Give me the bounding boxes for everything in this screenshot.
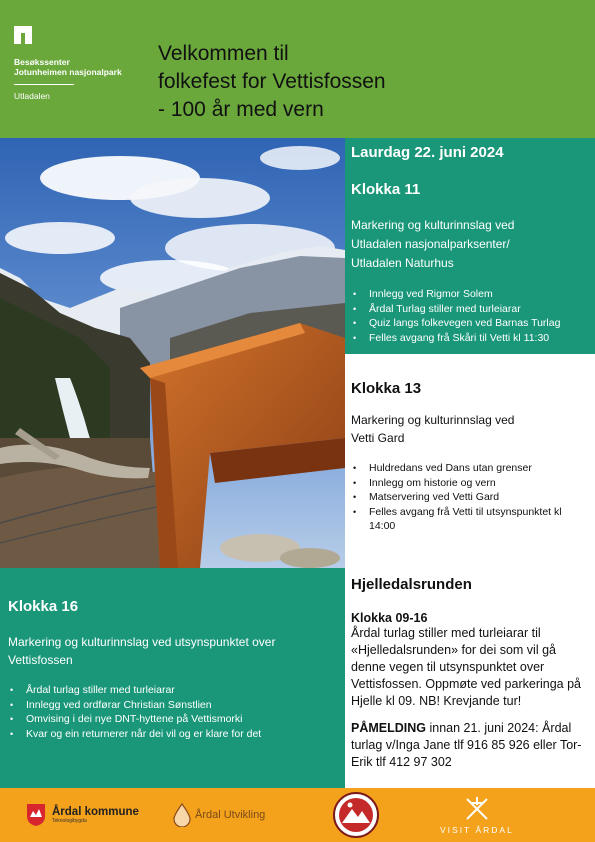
list-item: • Felles avgang frå Skåri til Vetti kl 11:30	[351, 331, 589, 346]
klokka-13-desc-line: Markering og kulturinnslag ved	[351, 413, 515, 427]
klokka-11-desc-line: Markering og kulturinnslag ved	[351, 218, 515, 232]
logo-line-1: Besøkssenter	[14, 57, 70, 67]
list-item: • Matservering ved Vetti Gard	[351, 490, 589, 505]
title-line-2: folkefest for Vettisfossen	[158, 70, 386, 93]
list-item: • Innlegg ved ordførar Christian Sønstlien	[8, 698, 337, 713]
hjelledalsrunden-panel	[345, 568, 595, 788]
hjelledalsrunden-heading: Hjelledalsrunden	[351, 576, 472, 593]
ardal-turlag-logo	[332, 788, 380, 842]
kommune-name: Årdal kommune	[52, 805, 139, 818]
visit-ardal-logo	[440, 788, 514, 842]
besokssenter-logo	[14, 26, 144, 101]
list-item: • Innlegg om historie og vern	[351, 476, 589, 491]
sponsor-footer	[0, 788, 595, 842]
klokka-11-description	[351, 216, 589, 273]
title-line-3: - 100 år med vern	[158, 98, 324, 121]
kommune-shield-icon	[26, 803, 46, 827]
klokka-11-list	[351, 287, 589, 345]
ardal-kommune-logo	[26, 788, 139, 842]
klokka-16-description	[8, 633, 337, 669]
nasjonalpark-mark-icon	[14, 26, 32, 44]
registration-label: PÅMELDING	[351, 721, 426, 735]
list-item: • Huldredans ved Dans utan grenser	[351, 461, 589, 476]
ardal-utvikling-logo	[173, 788, 265, 842]
klokka-13-desc-line: Vetti Gard	[351, 431, 405, 445]
klokka-16-heading: Klokka 16	[8, 598, 79, 615]
page-title	[158, 40, 578, 124]
visit-ardal-mark-icon	[463, 795, 491, 823]
logo-divider	[14, 84, 74, 85]
klokka-11-desc-line: Utladalen nasjonalparksenter/	[351, 237, 510, 251]
utvikling-name: Årdal Utvikling	[195, 809, 266, 821]
klokka-11-heading: Klokka 11	[351, 181, 421, 198]
registration-info	[351, 720, 589, 771]
schedule-panel-klokka-11	[345, 138, 595, 354]
logo-line-2: Jotunheimen nasjonalpark	[14, 67, 122, 77]
klokka-16-desc-line: Vettisfossen	[8, 653, 73, 667]
klokka-13-heading: Klokka 13	[351, 380, 422, 397]
hjelledalsrunden-time: Klokka 09-16	[351, 611, 428, 625]
visit-ardal-name: VISIT ÅRDAL	[440, 825, 514, 835]
klokka-11-desc-line: Utladalen Naturhus	[351, 256, 454, 270]
kommune-text	[52, 806, 139, 825]
list-item: • Quiz langs folkevegen ved Barnas Turlag	[351, 316, 589, 331]
klokka-13-description	[351, 411, 589, 447]
list-item: • Årdal turlag stiller med turleiarar	[8, 683, 337, 698]
turlag-badge-icon	[332, 791, 380, 839]
kommune-tagline: Teknologibygda	[52, 817, 87, 824]
hjelledalsrunden-body: Årdal turlag stiller med turleiarar til «Hjelledalsrunden» for dei som vil gå denne vegen til utsynspunktet over Vettisfossen. Oppmøte ved parkeringa på Hjelle kl 09. NB! Krevjande tur!	[351, 626, 581, 708]
logo-subtitle: Utladalen	[14, 91, 50, 101]
list-item: • Innlegg ved Rigmor Solem	[351, 287, 589, 302]
registration-text: innan 21. juni 2024: Årdal turlag v/Inga Jane tlf 916 85 926 eller Tor-Erik tlf 412 97 302	[351, 721, 582, 769]
landscape-illustration	[0, 138, 345, 568]
utvikling-drop-icon	[173, 803, 191, 827]
event-date: Laurdag 22. juni 2024	[351, 144, 504, 161]
klokka-16-desc-line: Markering og kulturinnslag ved utsynspunktet over	[8, 635, 276, 649]
title-line-1: Velkommen til	[158, 42, 289, 65]
vettisfossen-photo	[0, 138, 345, 568]
list-item: • Omvising i dei nye DNT-hyttene på Vettismorki	[8, 712, 337, 727]
schedule-panel-klokka-16	[0, 568, 345, 788]
list-item: • Kvar og ein returnerer når dei vil og er klare for det	[8, 727, 337, 742]
header-banner	[0, 0, 595, 138]
klokka-13-list	[351, 461, 589, 534]
list-item: • Felles avgang frå Vetti til utsynspunktet kl 14:00	[351, 505, 589, 534]
list-item: • Årdal Turlag stiller med turleiarar	[351, 302, 589, 317]
schedule-panel-klokka-13	[345, 354, 595, 568]
klokka-16-list	[8, 683, 337, 741]
